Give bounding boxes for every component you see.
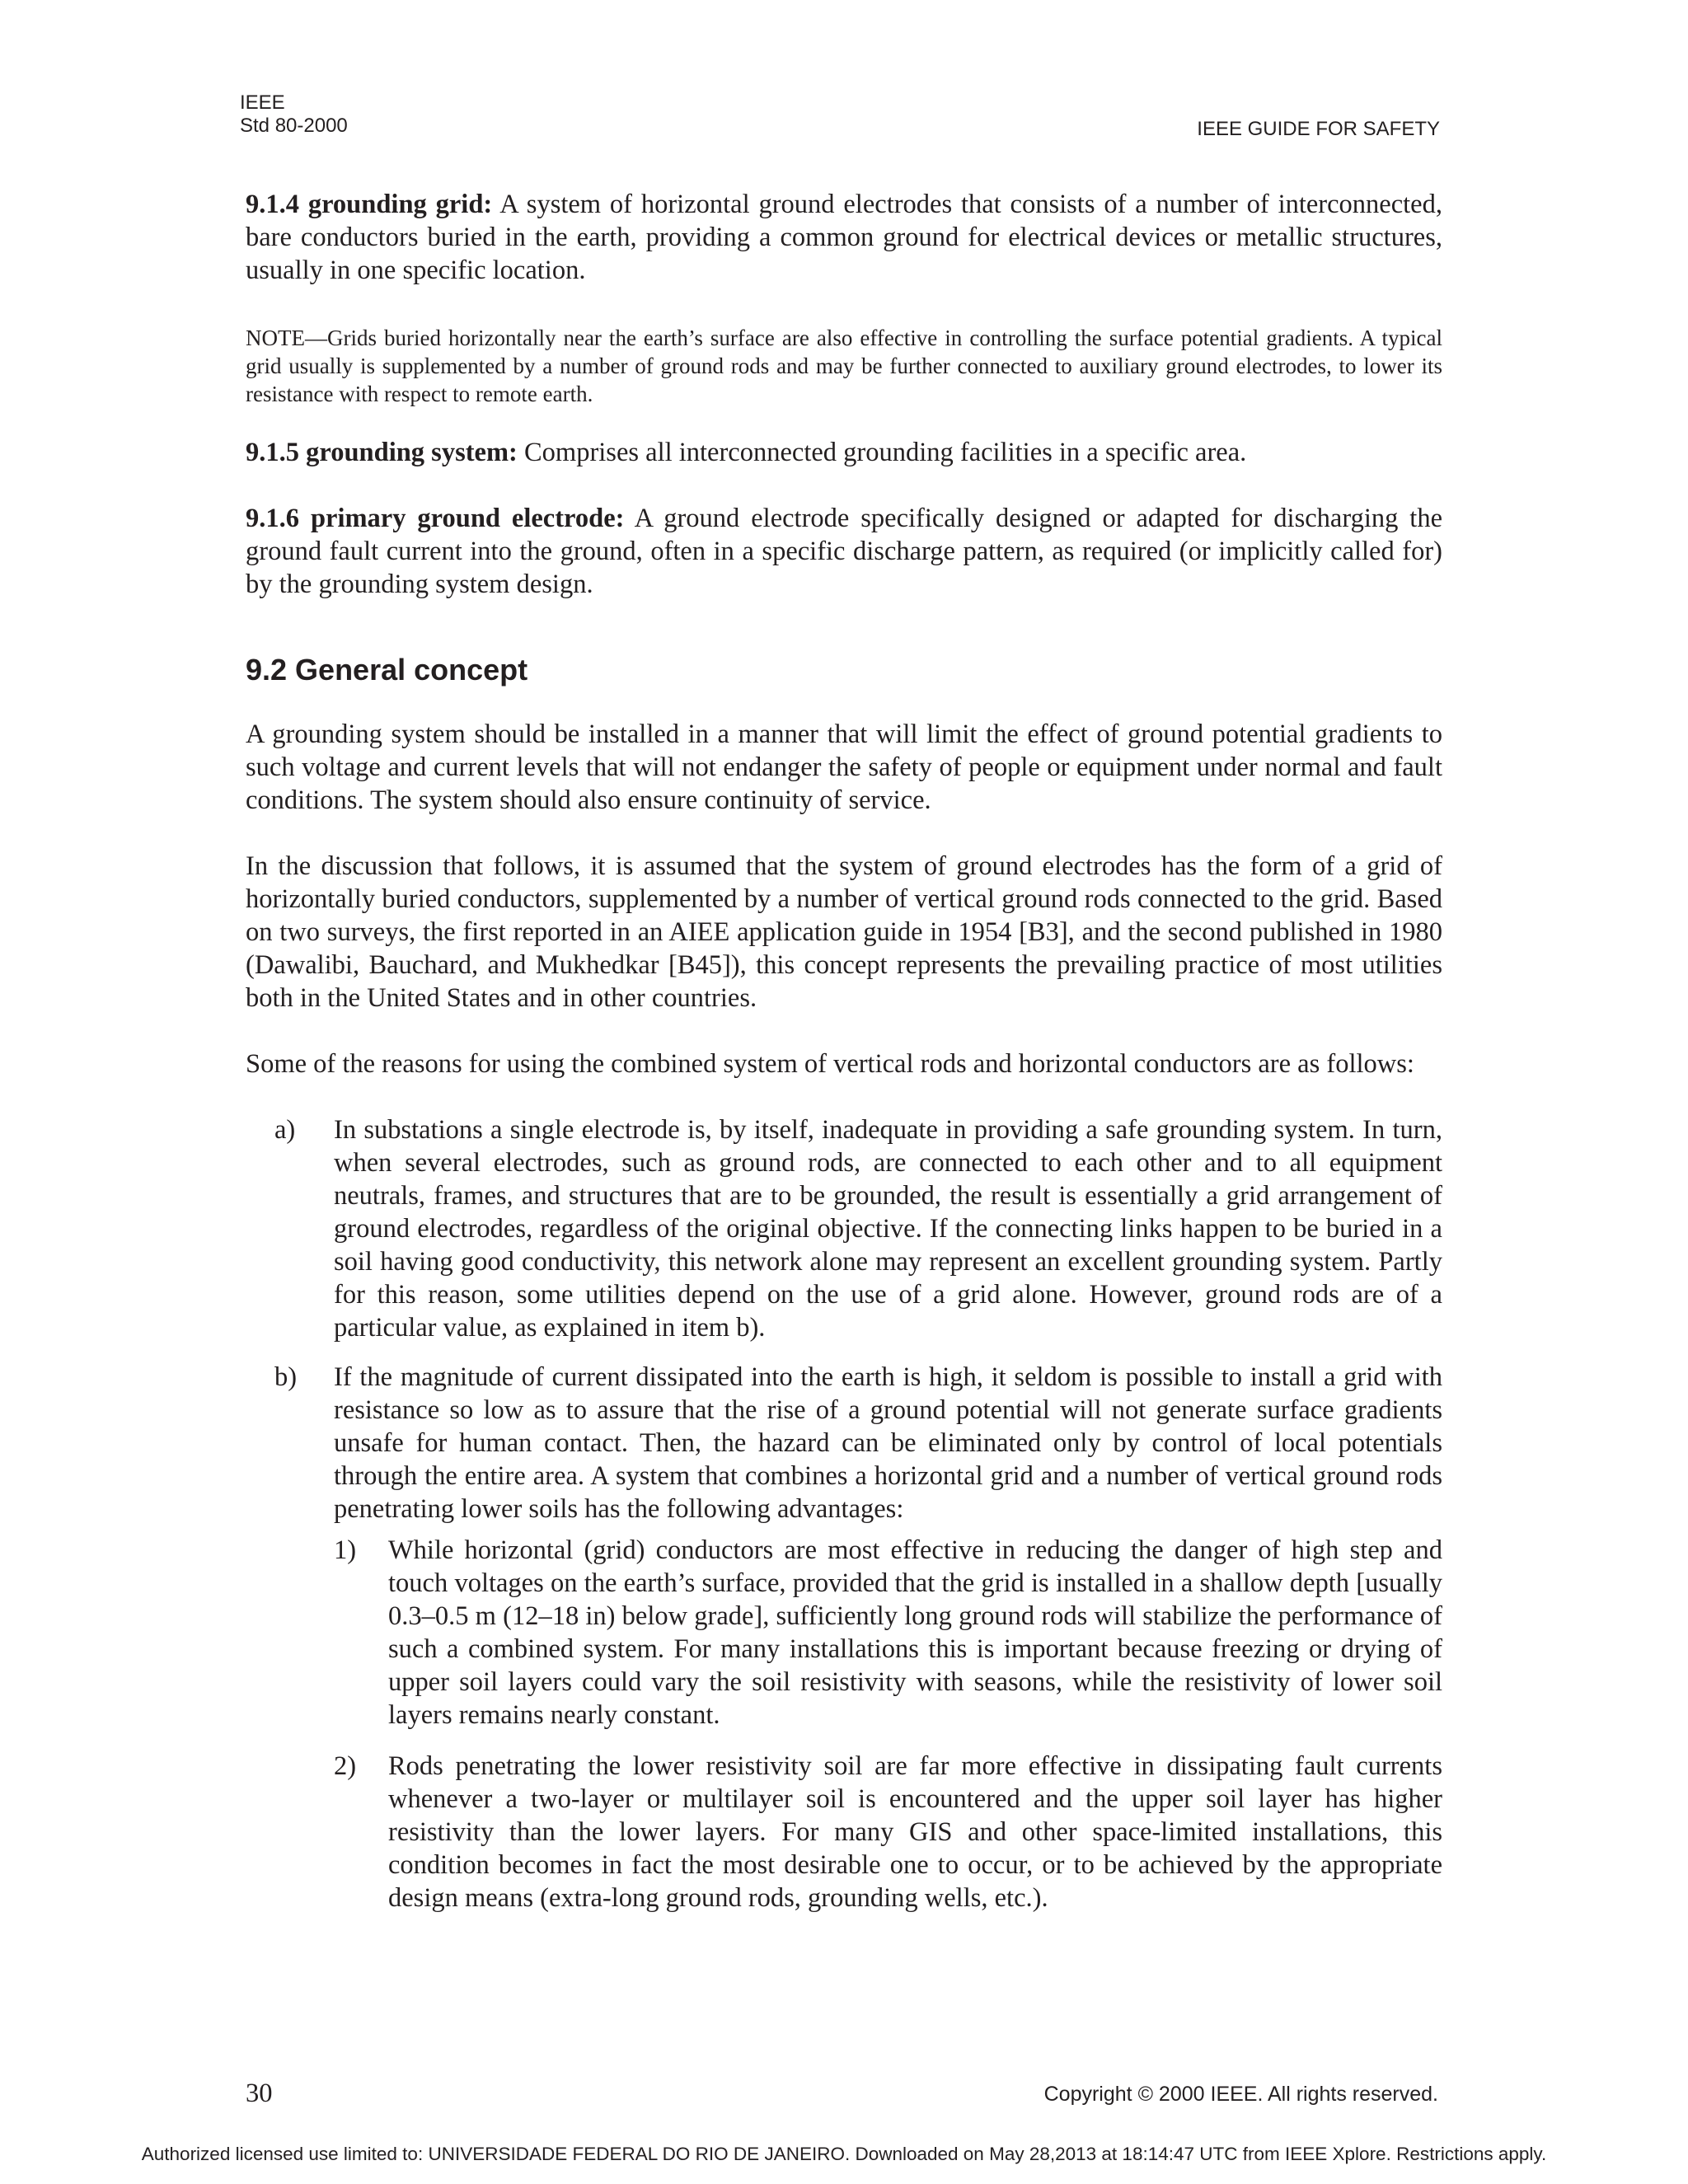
running-header-left: [240, 91, 348, 138]
list-item-label: b): [274, 1362, 298, 1392]
body-paragraph: In the discussion that follows, it is assumed that the system of ground electrodes has the form of a grid of horizontally buried conductors, supplemented by a number of vertical ground rods connected to the grid. Based on two surveys, the first reported in an AIEE application guide in 1954 [B3], and the second published in 1980 (Dawalibi, Bauchard, and Mukhedkar [B45]), this concept represents the prevailing practice of most utilities both in the United States and in other countries.: [246, 851, 1442, 1013]
definition-grounding-grid: [246, 188, 1442, 287]
definition-term: 9.1.4 grounding grid:: [246, 190, 493, 219]
license-notice: Authorized licensed use limited to: UNIVERSIDADE FEDERAL DO RIO DE JANEIRO. Downloaded on May 28,2013 at 18:14:47 UTC from IEEE Xplore. Restrictions apply.: [141, 2144, 1547, 2164]
sublist-item-label: 1): [334, 1535, 357, 1565]
copyright-notice: Copyright © 2000 IEEE. All rights reserved.: [1043, 2083, 1438, 2106]
sublist-item: While horizontal (grid) conductors are most effective in reducing the danger of high step and touch voltages on the earth’s surface, provided that the grid is installed in a shallow depth [usually 0.3–0.5 m (12–18 in) below grade], sufficiently long ground rods will stabilize the performance of such a combined system. For many installations this is important because freezing or drying of upper soil layers could vary the soil resistivity with seasons, while the resistivity of lower soil layers remains nearly constant.: [388, 1535, 1442, 1730]
list-item: In substations a single electrode is, by itself, inadequate in providing a safe grounding system. In turn, when several electrodes, such as ground rods, are connected to each other and to all equipment neutrals, frames, and structures that are to be grounded, the result is essentially a grid arrangement of ground electrodes, regardless of the original objective. If the connecting links happen to be buried in a soil having good conductivity, this network alone may represent an excellent grounding system. Partly for this reason, some utilities depend on the use of a grid alone. However, ground rods are of a particular value, as explained in item b).: [334, 1115, 1442, 1343]
note-paragraph: NOTE—Grids buried horizontally near the earth’s surface are also effective in controlling the surface potential gradients. A typical grid usually is supplemented by a number of ground rods and may be further connected to auxiliary ground electrodes, to lower its resistance with respect to remote earth.: [246, 326, 1442, 406]
body-paragraph: A grounding system should be installed in a manner that will limit the effect of ground potential gradients to such voltage and current levels that will not endanger the safety of people or equipment under normal and fault conditions. The system should also ensure continuity of service.: [246, 719, 1442, 815]
body-paragraph: Some of the reasons for using the combined system of vertical rods and horizontal conductors are as follows:: [246, 1049, 1414, 1079]
sublist-item: Rods penetrating the lower resistivity soil are far more effective in dissipating fault currents whenever a two-layer or multilayer soil is encountered and the upper soil layer has higher resistivity than the lower layers. For many GIS and other space-limited installations, this condition becomes in fact the most desirable one to occur, or to be achieved by the appropriate design means (extra-long ground rods, grounding wells, etc.).: [388, 1751, 1442, 1913]
running-header-title: IEEE GUIDE FOR SAFETY: [1197, 118, 1440, 140]
definition-text: A ground electrode specifically designed or adapted for discharging the ground fault current into the ground, often in a specific discharge pattern, as required (or implicitly called for) by the grounding system design.: [246, 504, 1442, 599]
header-org: IEEE: [240, 91, 285, 114]
definition-grounding-system: [246, 436, 1442, 469]
definition-text: A system of horizontal ground electrodes that consists of a number of interconnected, bare conductors buried in the earth, providing a common ground for electrical devices or metallic structures, usually in one specific location.: [246, 190, 1442, 285]
definition-primary-ground-electrode: [246, 502, 1442, 601]
section-heading: 9.2 General concept: [246, 653, 528, 687]
header-std-number: Std 80-2000: [240, 115, 348, 137]
sublist-item-label: 2): [334, 1751, 357, 1781]
list-item-label: a): [274, 1115, 296, 1145]
definition-term: 9.1.5 grounding system:: [246, 438, 518, 467]
definition-text: Comprises all interconnected grounding facilities in a specific area.: [517, 438, 1247, 467]
list-item: If the magnitude of current dissipated into the earth is high, it seldom is possible to install a grid with resistance so low as to assure that the rise of a ground potential will not generate surface gradients unsafe for human contact. Then, the hazard can be eliminated only by control of local potentials through the entire area. A system that combines a horizontal grid and a number of vertical ground rods penetrating lower soils has the following advantages:: [334, 1362, 1442, 1524]
definition-term: 9.1.6 primary ground electrode:: [246, 504, 625, 533]
page-number: 30: [246, 2079, 273, 2108]
